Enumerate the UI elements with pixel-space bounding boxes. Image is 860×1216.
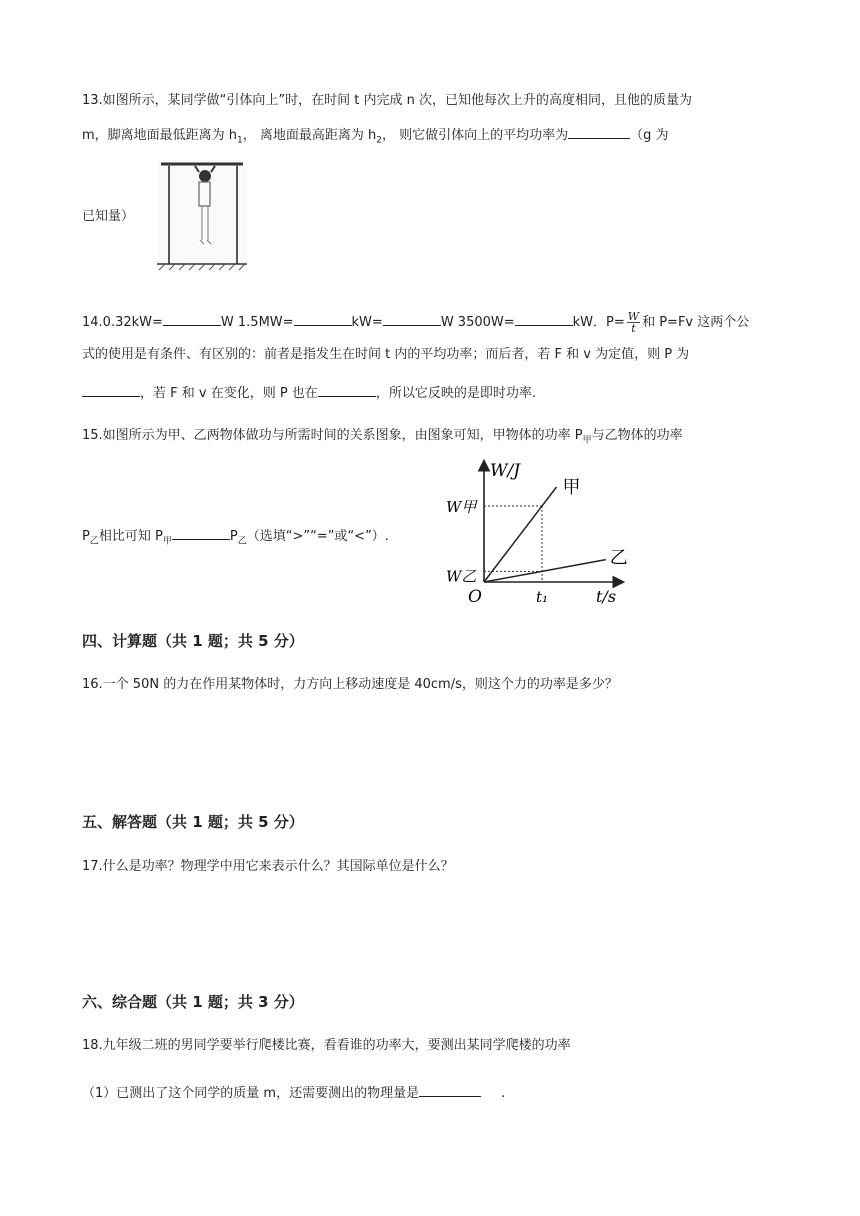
q13-line1: 13.如图所示，某同学做“引体向上”时，在时间 t 内完成 n 次，已知他每次上升的高度相同，且他的质量为 [82, 93, 693, 108]
q15-sub-yi-1: 乙 [89, 536, 99, 547]
q14-blank-6[interactable] [318, 382, 376, 397]
q14-blank-3[interactable] [383, 311, 441, 326]
x-tick-t1: t₁ [536, 588, 549, 606]
q14-text-h: ，所以它反映的是即时功率. [375, 386, 536, 401]
section-4-heading: 四、计算题（共 1 题；共 5 分） [82, 632, 304, 650]
q15-text-b: 与乙物体的功率 [591, 428, 683, 443]
q15-text-d: 相比可知 P [98, 529, 163, 544]
section-5-heading: 五、解答题（共 1 题；共 5 分） [82, 813, 304, 831]
x-axis-label: t/s [596, 587, 617, 606]
q13-line3: 已知量） [82, 209, 135, 224]
q14-line1 [82, 311, 749, 334]
q13-sub-1: 1 [237, 135, 243, 146]
series-jia-line [484, 487, 557, 582]
q15-line1 [82, 426, 683, 451]
fraction-denominator: t [631, 322, 636, 335]
y-tick-w-jia: W甲 [446, 498, 477, 516]
q14-text-g: ，若 F 和 v 在变化，则 P 也在 [140, 386, 318, 401]
pull-up-figure [157, 160, 247, 272]
series-yi-label: 乙 [609, 547, 628, 569]
q13-text-d: （g 为 [630, 128, 669, 143]
work-time-chart [440, 456, 630, 608]
q13-text-c: ， 则它做引体向上的平均功率为 [382, 128, 569, 143]
q13-answer-blank[interactable] [568, 124, 630, 139]
person-head [199, 170, 211, 182]
q13-sub-2: 2 [376, 135, 383, 146]
q14-text-d: W 3500W= [440, 315, 515, 330]
q15-text-a: 15.如图所示为甲、乙两物体做功与所需时间的关系图象，由图象可知，甲物体的功率 P [82, 428, 583, 443]
y-axis-label: W/J [490, 461, 521, 481]
q14-blank-2[interactable] [294, 311, 352, 326]
q17-text: 17.什么是功率？物理学中用它来表示什么？其国际单位是什么？ [82, 859, 454, 874]
q15-text-e: P [229, 529, 238, 544]
series-yi-line [484, 560, 606, 582]
section-6-heading: 六、综合题（共 1 题；共 3 分） [82, 993, 304, 1011]
q14-text-b: W 1.5MW= [220, 315, 294, 330]
q15-text-f: （选填“>”“=”或“<”）. [246, 529, 389, 544]
q13-line2 [82, 124, 669, 151]
q13-text-b: ， 离地面最高距离为 h [242, 128, 377, 143]
q15-text-c: P [82, 529, 90, 544]
q15-line2 [82, 525, 389, 552]
q18-sub1-text: （1）已测出了这个同学的质量 m，还需要测出的物理量是 [82, 1086, 420, 1101]
q14-line3 [82, 382, 536, 404]
q14-text-a: 14.0.32kW= [82, 315, 163, 330]
series-jia-label: 甲 [562, 477, 581, 498]
q18-sub1-end: . [501, 1086, 506, 1101]
q14-line2: 式的使用是有条件、有区别的：前者是指发生在时间 t 内的平均功率；而后者，若 F 和 v 为定值，则 P 为 [82, 347, 690, 362]
q18-answer-blank[interactable] [419, 1082, 481, 1097]
q13-text-a: m，脚离地面最低距离为 h [82, 128, 238, 143]
q18-text: 18.九年级二班的男同学要举行爬楼比赛，看看谁的功率大，要测出某同学爬楼的功率 [82, 1038, 571, 1053]
q15-sub-jia: 甲 [582, 435, 592, 446]
q14-blank-5[interactable] [82, 382, 140, 397]
q14-text-c: kW= [351, 315, 383, 330]
q15-sub-yi-2: 乙 [237, 536, 247, 547]
q14-text-f: 和 P=Fv 这两个公 [642, 315, 750, 330]
q14-blank-1[interactable] [163, 311, 221, 326]
q14-blank-4[interactable] [515, 311, 573, 326]
q15-answer-blank[interactable] [172, 525, 230, 540]
q15-sub-jia-2: 甲 [162, 536, 172, 547]
fraction-numerator: W [627, 310, 640, 323]
power-formula-fraction [627, 311, 640, 334]
q16-text: 16.一个 50N 的力在作用某物体时，力方向上移动速度是 40cm/s，则这个力的功率是多少？ [82, 677, 618, 692]
origin-label: O [468, 587, 482, 607]
q18-sub1 [82, 1082, 505, 1104]
q14-text-e: kW．P= [572, 315, 625, 330]
y-tick-w-yi: W乙 [446, 567, 477, 586]
